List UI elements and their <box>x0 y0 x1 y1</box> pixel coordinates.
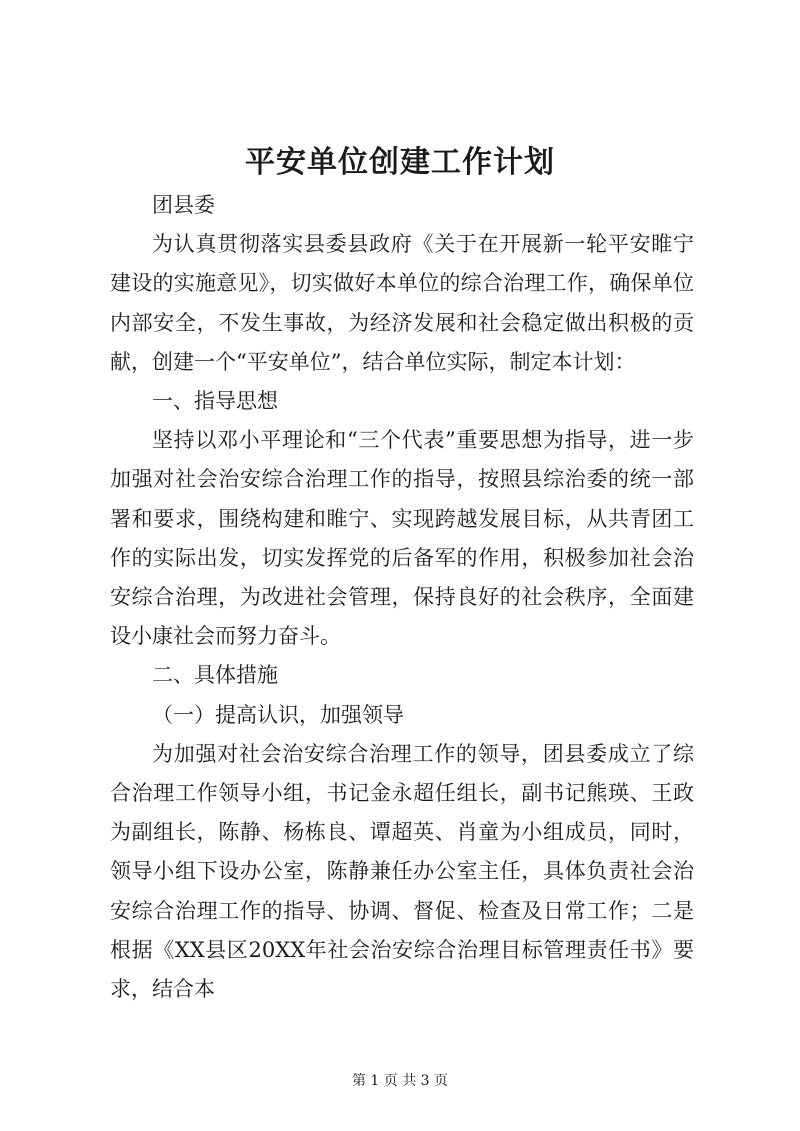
section-heading-guiding-ideology: 一、指导思想 <box>152 389 278 414</box>
paragraph-recipient: 团县委 <box>152 193 215 217</box>
page-footer: 第 1 页 共 3 页 <box>351 1073 449 1089</box>
paragraph-guiding-ideology: 坚持以邓小平理论和“三个代表”重要思想为指导，进一步加强对社会治安综合治理工作的指导，按照县综治委的统一部署和要求，围绕构建和睢宁、实现跨越发展目标，从共青团工作的实际出发，切实发挥党的后备军的作用，积极参加社会治安综合治理，为改进社会管理，保持良好的社会秩序，全面建设小康社会而努力奋斗。 <box>110 428 694 649</box>
paragraph-intro: 为认真贯彻落实县委县政府《关于在开展新一轮平安睢宁建设的实施意见》，切实做好本单位的综合治理工作，确保单位内部安全，不发生事故，为经济发展和社会稳定做出积极的贡献，创建一个“平安单位”，结合单位实际，制定本计划： <box>110 232 694 374</box>
section-heading-specific-measures: 二、具体措施 <box>152 663 278 688</box>
document-title: 平安单位创建工作计划 <box>245 145 555 180</box>
document-body <box>110 186 694 1009</box>
subsection-heading-leadership: （一）提高认识，加强领导 <box>152 702 404 727</box>
paragraph-leadership: 为加强对社会治安综合治理工作的领导，团县委成立了综合治理工作领导小组，书记金永超任组长，副书记熊瑛、王政为副组长，陈静、杨栋良、谭超英、肖童为小组成员，同时，领导小组下设办公室，陈静兼任办公室主任，具体负责社会治安综合治理工作的指导、协调、督促、检查及日常工作；二是根据《XX县区20XX年社会治安综合治理目标管理责任书》要求，结合本 <box>110 741 694 1002</box>
